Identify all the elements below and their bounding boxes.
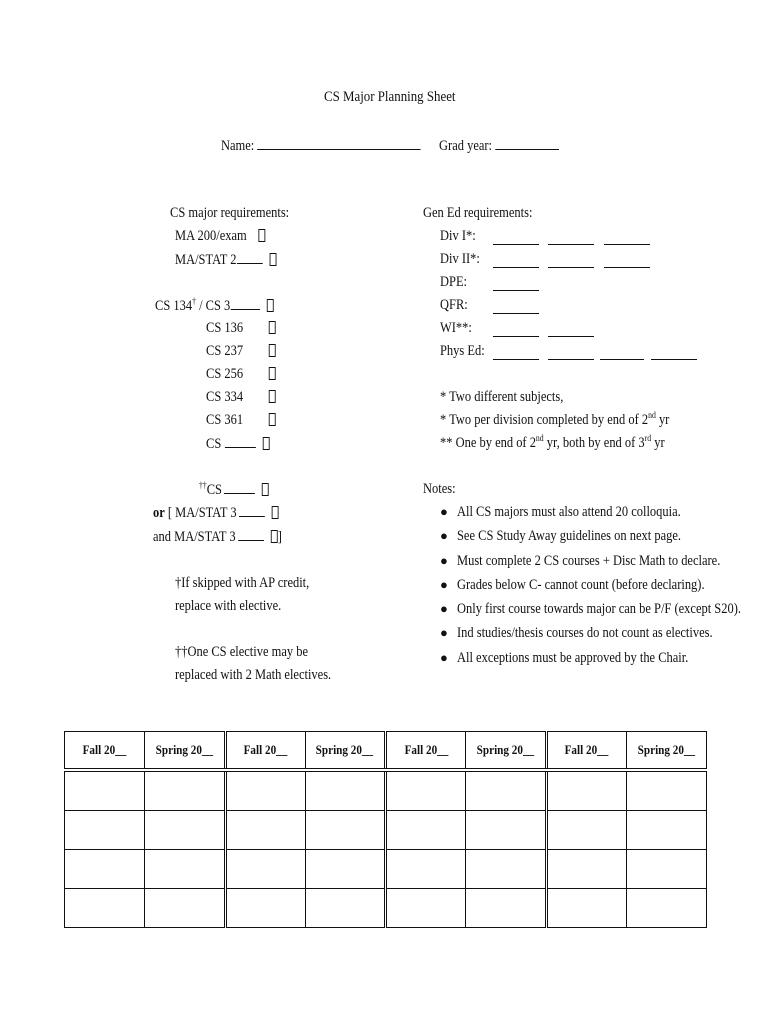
name-grad-row: [221, 136, 559, 155]
footnote-math-line1: ††One CS elective may be: [175, 644, 308, 660]
div1-blank-3[interactable]: [604, 231, 650, 245]
table-cell[interactable]: [626, 770, 706, 811]
req-and-mastat3: [153, 527, 282, 546]
req-cs334: [206, 388, 276, 406]
close-bracket: ]: [277, 529, 282, 545]
note2-text: * Two per division completed by end of 2: [440, 412, 649, 428]
table-cell[interactable]: [386, 770, 466, 811]
checkbox[interactable]: [263, 437, 270, 450]
req-cs334-label: CS 334: [206, 389, 244, 405]
dagger-mark: †: [192, 296, 196, 307]
table-cell[interactable]: [65, 850, 145, 889]
bullet-icon: ●: [440, 576, 448, 592]
bullet-icon: ●: [440, 601, 448, 617]
checkbox[interactable]: [269, 253, 276, 266]
table-cell[interactable]: [626, 889, 706, 928]
div1-blank-1[interactable]: [493, 231, 539, 245]
req-cs134-label: CS 134: [155, 298, 193, 314]
bullet-icon: ●: [440, 649, 448, 665]
table-row: [65, 850, 707, 889]
req-cs-alt-label: CS: [206, 482, 223, 498]
column-header: Spring 20__: [466, 732, 546, 771]
notes-heading: Notes:: [423, 481, 456, 497]
double-dagger-mark: ††: [199, 480, 207, 491]
cs-major-heading: CS major requirements:: [170, 205, 290, 221]
checkbox[interactable]: [266, 299, 273, 312]
gen-ed-note-1: * Two different subjects,: [440, 389, 564, 405]
list-item: [440, 552, 770, 576]
note3-text: ** One by end of 2: [440, 435, 536, 451]
note-text: All exceptions must be approved by the Chair.: [457, 649, 689, 666]
req-mastat2-label: MA/STAT 2: [175, 252, 237, 268]
column-header: Fall 20__: [65, 732, 145, 771]
table-cell[interactable]: [65, 811, 145, 850]
div1-blank-2[interactable]: [548, 231, 594, 245]
note2-ordinal: nd: [648, 410, 656, 421]
req-cs136-label: CS 136: [206, 320, 244, 336]
blank-line[interactable]: [230, 296, 259, 310]
req-cs361: [206, 411, 276, 429]
table-cell[interactable]: [305, 770, 385, 811]
column-header: Fall 20__: [546, 732, 626, 771]
req-cs237: [206, 342, 276, 360]
div2-blank-3[interactable]: [604, 254, 650, 268]
table-cell[interactable]: [305, 850, 385, 889]
table-cell[interactable]: [626, 811, 706, 850]
table-cell[interactable]: [466, 811, 546, 850]
phys-blank-2[interactable]: [548, 346, 594, 360]
semester-plan-table: [64, 731, 707, 928]
gen-ed-phys-label: Phys Ed:: [440, 343, 485, 359]
table-cell[interactable]: [466, 889, 546, 928]
req-ma200: [175, 227, 266, 245]
table-cell[interactable]: [626, 850, 706, 889]
note-text: See CS Study Away guidelines on next page.: [457, 528, 681, 545]
note3-tail: yr: [651, 435, 665, 451]
table-cell[interactable]: [546, 889, 626, 928]
footnote-math-line2: replaced with 2 Math electives.: [175, 667, 332, 683]
table-cell[interactable]: [225, 770, 305, 811]
checkbox[interactable]: [269, 367, 276, 380]
req-cs-elective: [206, 434, 269, 453]
checkbox[interactable]: [269, 413, 276, 426]
note-text: Must complete 2 CS courses + Disc Math to declare.: [457, 552, 721, 569]
gen-ed-qfr-label: QFR:: [440, 297, 468, 313]
req-cs3-label: / CS 3: [195, 298, 231, 314]
blank-line[interactable]: [225, 434, 256, 448]
and-mastat3-label: and MA/STAT 3: [153, 529, 236, 545]
gen-ed-div2-label: Div II*:: [440, 251, 480, 267]
gen-ed-wi-label: WI**:: [440, 320, 472, 336]
table-cell[interactable]: [145, 850, 225, 889]
grad-year-field[interactable]: [495, 136, 559, 150]
bullet-icon: ●: [440, 552, 448, 568]
checkbox[interactable]: [262, 483, 269, 496]
gen-ed-div1-label: Div I*:: [440, 228, 476, 244]
table-cell[interactable]: [65, 889, 145, 928]
note-text: Only first course towards major can be P/F (except S20).: [457, 601, 741, 618]
blank-line[interactable]: [238, 527, 264, 541]
table-header-row: [65, 732, 707, 771]
column-header: Fall 20__: [386, 732, 466, 771]
note-text: Grades below C- cannot count (before declaring).: [457, 576, 705, 593]
req-cs237-label: CS 237: [206, 343, 244, 359]
table-cell[interactable]: [386, 850, 466, 889]
list-item: [440, 576, 770, 600]
column-header: Fall 20__: [225, 732, 305, 771]
note-text: Ind studies/thesis courses do not count as electives.: [457, 625, 713, 642]
note-text: All CS majors must also attend 20 colloquia.: [457, 504, 681, 520]
dpe-blank[interactable]: [493, 277, 539, 291]
gen-ed-dpe-label: DPE:: [440, 274, 468, 290]
phys-blank-4[interactable]: [651, 346, 697, 360]
req-cs-alt: [199, 480, 268, 499]
req-mastat2: [175, 250, 276, 269]
column-header: Spring 20__: [626, 732, 706, 771]
list-item: [440, 649, 770, 673]
checkbox[interactable]: [272, 506, 279, 519]
div2-blank-1[interactable]: [493, 254, 539, 268]
gen-ed-note-2: [440, 411, 669, 429]
req-cs361-label: CS 361: [206, 412, 244, 428]
blank-line[interactable]: [224, 480, 255, 494]
table-cell[interactable]: [225, 850, 305, 889]
table-cell[interactable]: [546, 770, 626, 811]
blank-line[interactable]: [239, 503, 265, 517]
name-label: Name:: [221, 138, 255, 154]
footnote-ap-line1: †If skipped with AP credit,: [175, 575, 310, 591]
table-cell[interactable]: [225, 811, 305, 850]
note3-mid: yr, both by end of 3: [543, 435, 645, 451]
qfr-blank[interactable]: [493, 300, 539, 314]
phys-blank-1[interactable]: [493, 346, 539, 360]
mastat3-label: [ MA/STAT 3: [164, 505, 237, 521]
table-row: [65, 889, 707, 928]
footnote-ap-line2: replace with elective.: [175, 598, 282, 614]
checkbox[interactable]: [259, 229, 266, 242]
list-item: [440, 600, 770, 624]
table-row: [65, 770, 707, 811]
wi-blank-1[interactable]: [493, 323, 539, 337]
column-header: Spring 20__: [305, 732, 385, 771]
table-cell[interactable]: [546, 811, 626, 850]
table-cell[interactable]: [65, 770, 145, 811]
checkbox[interactable]: [269, 344, 276, 357]
req-ma200-label: MA 200/exam: [175, 228, 247, 244]
checkbox[interactable]: [269, 390, 276, 403]
note2-tail: yr: [655, 412, 670, 428]
notes-list: [440, 503, 770, 673]
req-cs256-label: CS 256: [206, 366, 244, 382]
blank-line[interactable]: [236, 250, 262, 264]
table-cell[interactable]: [225, 889, 305, 928]
grad-year-label: Grad year:: [439, 138, 493, 154]
or-label: or: [153, 505, 165, 521]
req-cs134: [155, 296, 273, 315]
table-cell[interactable]: [546, 850, 626, 889]
gen-ed-heading: Gen Ed requirements:: [423, 205, 533, 221]
bullet-icon: ●: [440, 528, 448, 544]
list-item: [440, 624, 770, 648]
table-cell[interactable]: [145, 770, 225, 811]
bullet-icon: ●: [440, 504, 448, 519]
table-cell[interactable]: [386, 889, 466, 928]
note3-ordinal-2: rd: [644, 433, 652, 444]
div2-blank-2[interactable]: [548, 254, 594, 268]
column-header: Spring 20__: [145, 732, 225, 771]
table-cell[interactable]: [305, 889, 385, 928]
name-field[interactable]: [257, 136, 420, 150]
phys-blank-3[interactable]: [600, 346, 644, 360]
list-item: [440, 503, 770, 527]
page-title: CS Major Planning Sheet: [324, 89, 456, 105]
table-cell[interactable]: [305, 811, 385, 850]
table-cell[interactable]: [145, 811, 225, 850]
req-cs256: [206, 365, 276, 383]
bullet-icon: ●: [440, 625, 448, 641]
note3-ordinal-1: nd: [535, 433, 544, 444]
req-or-mastat3: [153, 503, 279, 522]
checkbox[interactable]: [269, 321, 276, 334]
req-cs-elective-label: CS: [206, 436, 222, 452]
table-cell[interactable]: [386, 811, 466, 850]
table-row: [65, 811, 707, 850]
table-cell[interactable]: [466, 770, 546, 811]
table-cell[interactable]: [145, 889, 225, 928]
req-cs136: [206, 319, 276, 337]
list-item: [440, 527, 770, 551]
gen-ed-note-3: [440, 434, 665, 452]
table-cell[interactable]: [466, 850, 546, 889]
wi-blank-2[interactable]: [548, 323, 594, 337]
